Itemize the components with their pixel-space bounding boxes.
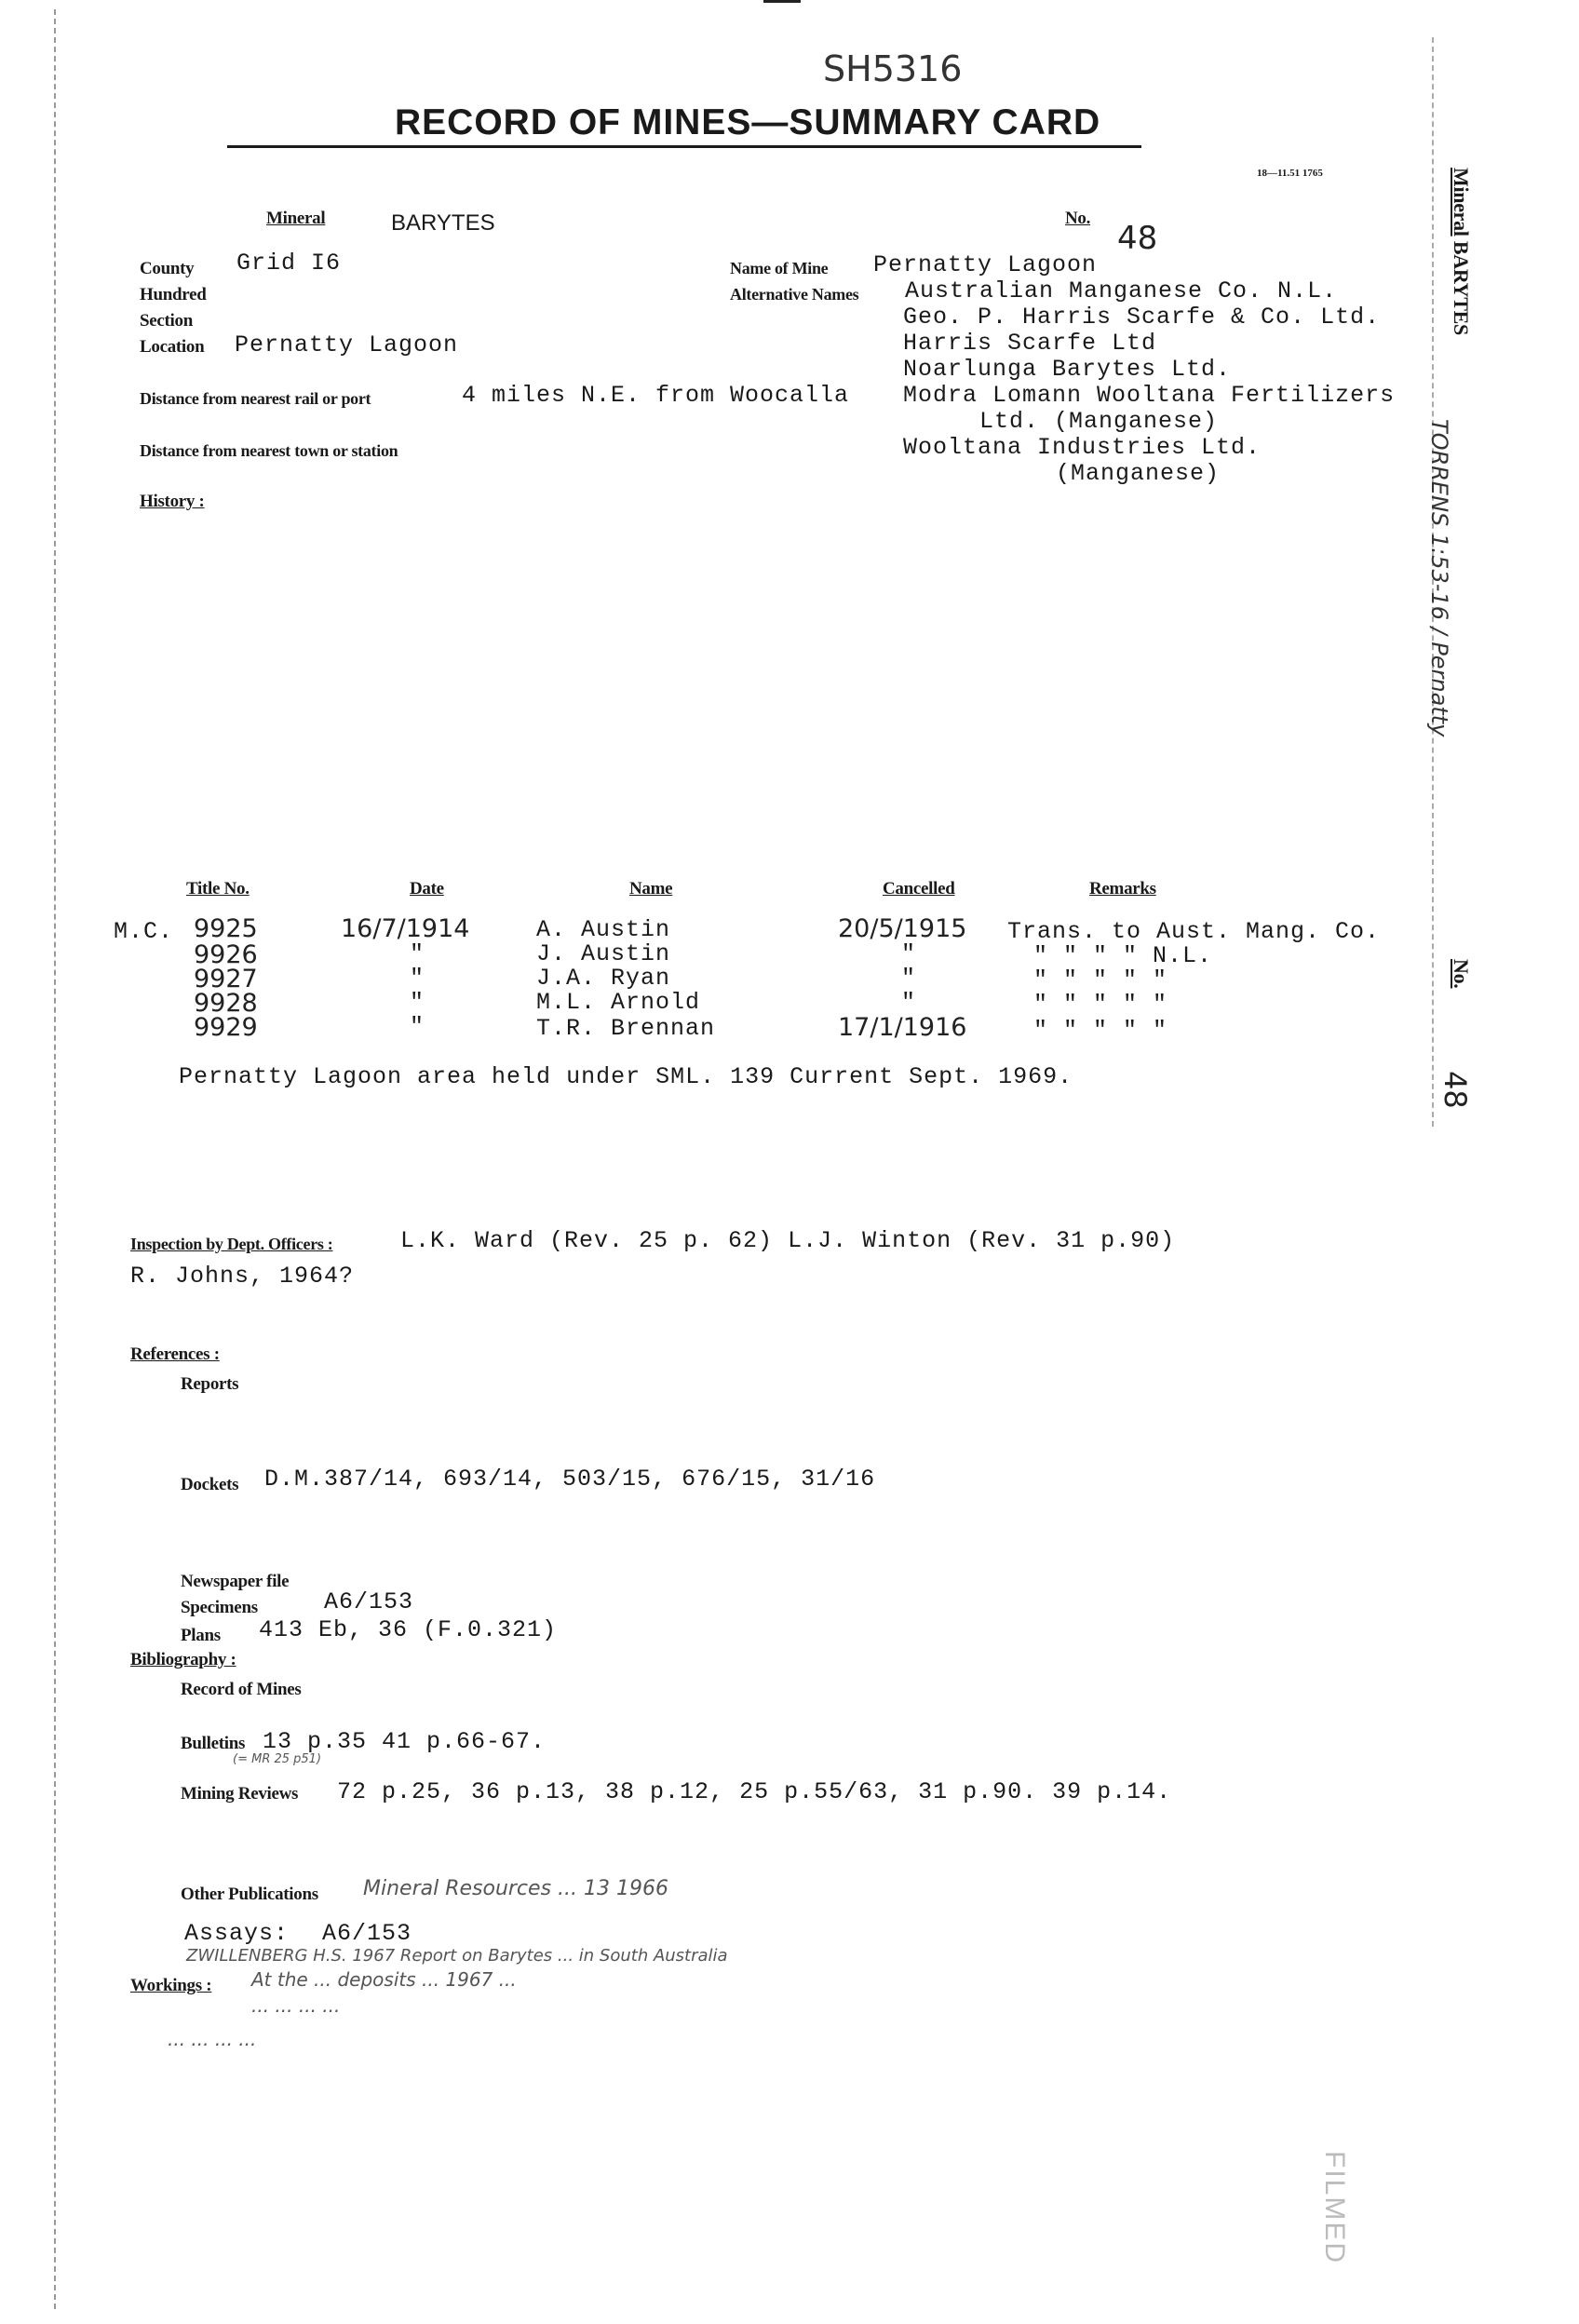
row-cancelled: " [901,965,917,992]
inspection-line-2: R. Johns, 1964? [130,1263,355,1290]
other-publications-label: Other Publications [181,1885,318,1904]
row-title-no: 9928 [194,989,258,1018]
row-cancelled: 20/5/1915 [838,914,967,943]
filmed-stamp: FILMED [1319,2151,1350,2265]
history-label: History : [140,492,205,511]
row-cancelled: " [901,989,917,1016]
row-title-no: 9929 [194,1013,258,1042]
no-label: No. [1065,209,1091,228]
row-date: " [410,1013,425,1040]
left-margin-edge [54,9,56,2309]
row-name: J. Austin [536,940,671,967]
assays-value: A6/153 [322,1920,412,1947]
reports-label: Reports [181,1374,239,1394]
row-title-no: 9926 [194,940,258,969]
inspection-label: Inspection by Dept. Officers : [130,1235,333,1253]
no-value: 48 [1117,220,1158,257]
hundred-label: Hundred [140,285,207,304]
county-label: County [140,259,195,278]
name-of-mine-label: Name of Mine [730,259,829,277]
side-no-label: No. [1450,959,1473,989]
inspection-line-1: L.K. Ward (Rev. 25 p. 62) L.J. Winton (Rev. 31 p.90) [400,1227,1176,1254]
handwritten-note: At the ... deposits ... 1967 ... [251,1968,517,1991]
card-title: RECORD OF MINES—SUMMARY CARD [395,102,1101,142]
row-remarks: " " " " " [1033,991,1168,1018]
col-cancelled: Cancelled [883,879,955,899]
row-cancelled: " [901,940,917,967]
alt-name-4: Noarlunga Barytes Ltd. [903,356,1232,383]
row-date: " [410,940,425,967]
county-value: Grid I6 [236,250,342,277]
side-mineral [1449,168,1473,335]
bulletins-label: Bulletins [181,1734,246,1753]
rail-distance-value: 4 miles N.E. from Woocalla [462,382,850,409]
other-publications-value: Mineral Resources ... 13 1966 [363,1877,668,1900]
form-code: 18—11.51 1765 [1257,168,1323,179]
row-title-no: 9925 [194,914,258,943]
specimens-value: A6/153 [324,1588,414,1615]
bulletins-subnote: (= MR 25 p51) [233,1752,322,1766]
alt-names-label: Alternative Names [730,285,859,304]
mining-reviews-value: 72 p.25, 36 p.13, 38 p.12, 25 p.55/63, 31 p.90. 39 p.14. [337,1778,1172,1805]
section-label: Section [140,311,194,331]
col-name: Name [629,879,673,899]
side-mineral-value: BARYTES [1450,240,1473,335]
bulletins-value: 13 p.35 41 p.66-67. [263,1728,547,1755]
row-date: " [410,965,425,992]
alt-name-2: Geo. P. Harris Scarfe & Co. Ltd. [903,304,1381,331]
record-of-mines-label: Record of Mines [181,1680,302,1699]
title-underline [227,145,1141,148]
row-name: T.R. Brennan [536,1015,716,1042]
plans-value: 413 Eb, 36 (F.0.321) [259,1616,558,1643]
alt-name-8: (Manganese) [1056,460,1221,487]
col-date: Date [410,879,444,899]
col-remarks: Remarks [1089,879,1156,899]
row-name: M.L. Arnold [536,989,701,1016]
side-mineral-label: Mineral [1450,168,1473,236]
side-no-value: 48 [1437,1071,1473,1109]
handwritten-note: ... ... ... ... [251,1994,341,2017]
top-mark [763,0,801,3]
row-date: " [410,989,425,1016]
dockets-label: Dockets [181,1475,239,1494]
specimens-label: Specimens [181,1598,258,1617]
row-date: 16/7/1914 [341,914,470,943]
row-title-no: 9927 [194,965,258,993]
mineral-value: BARYTES [391,210,495,236]
workings-label: Workings : [130,1976,212,1995]
town-distance-label: Distance from nearest town or station [140,441,398,460]
mining-reviews-label: Mining Reviews [181,1784,299,1804]
assays-label: Assays: [184,1920,290,1947]
row-remarks: " " " " " [1033,1017,1168,1044]
sml-note: Pernatty Lagoon area held under SML. 139 Current Sept. 1969. [179,1063,1073,1090]
title-prefix: M.C. [114,918,174,945]
alt-name-5: Modra Lomann Wooltana Fertilizers [903,382,1396,409]
alt-name-6: Ltd. (Manganese) [979,408,1219,435]
location-label: Location [140,337,205,357]
row-remarks: Trans. to Aust. Mang. Co. [1007,918,1381,945]
row-name: J.A. Ryan [536,965,671,992]
archive-stamp: SH5316 [823,48,963,89]
handwritten-note: ... ... ... ... [168,2028,257,2050]
rail-distance-label: Distance from nearest rail or port [140,389,371,408]
name-of-mine-value: Pernatty Lagoon [873,251,1098,278]
alt-name-1: Australian Manganese Co. N.L. [905,277,1338,304]
row-remarks: " " " " N.L. [1033,942,1213,969]
alt-name-3: Harris Scarfe Ltd [903,330,1157,357]
row-name: A. Austin [536,916,671,943]
side-district: TORRENS 1:53-16 / Pernatty [1426,419,1452,737]
row-cancelled: 17/1/1916 [838,1013,967,1042]
alt-name-7: Wooltana Industries Ltd. [903,434,1262,461]
dockets-value: D.M.387/14, 693/14, 503/15, 676/15, 31/16 [264,1466,876,1493]
col-title-no: Title No. [186,879,250,899]
handwritten-note: ZWILLENBERG H.S. 1967 Report on Barytes ... in South Australia [186,1946,728,1966]
row-remarks: " " " " " [1033,966,1168,993]
newspaper-label: Newspaper file [181,1572,290,1591]
bibliography-label: Bibliography : [130,1650,236,1669]
references-label: References : [130,1344,220,1364]
mineral-label: Mineral [266,209,326,228]
location-value: Pernatty Lagoon [235,331,459,358]
plans-label: Plans [181,1626,221,1645]
